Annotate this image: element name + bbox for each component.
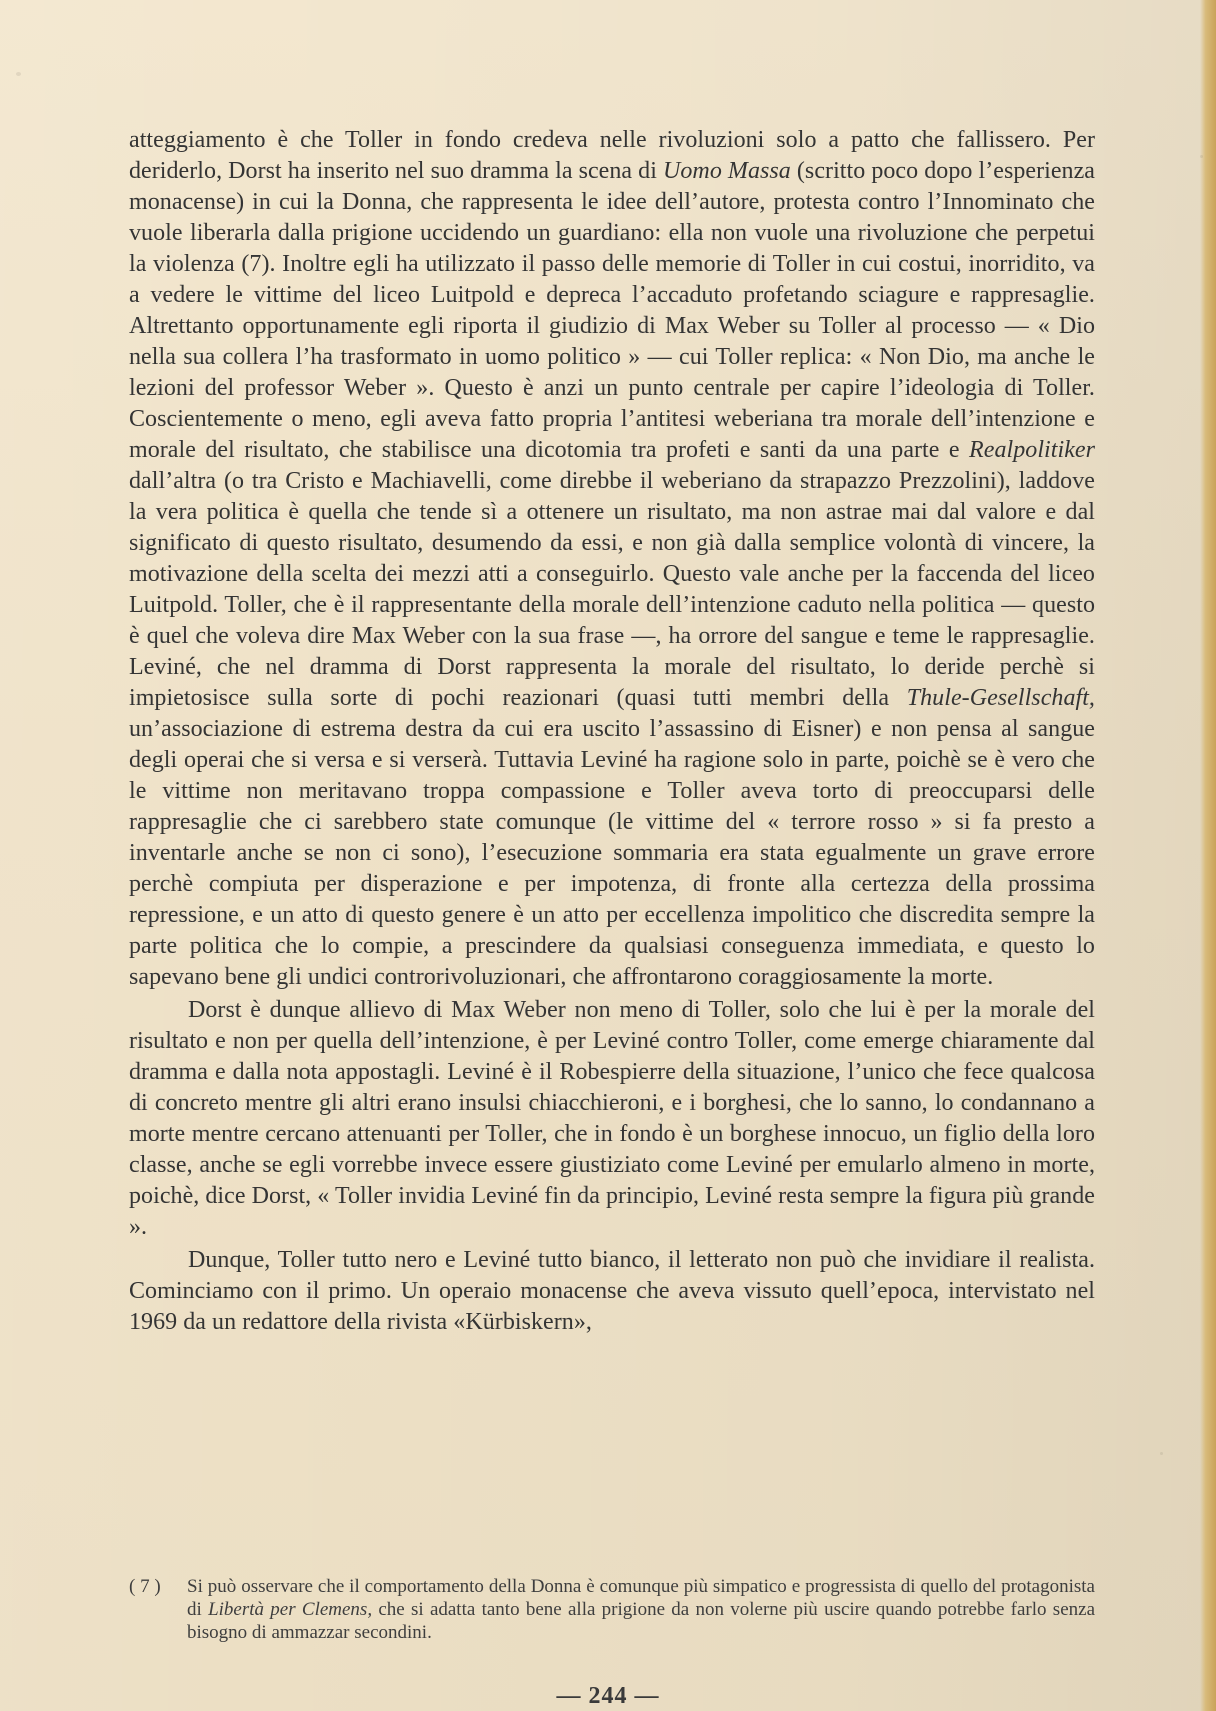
footnote-italic-title: Libertà per Clemens,: [208, 1599, 373, 1620]
footnote-text-part-1: Si può osservare che il comportamento della Donna è comunque più simpatico e progressista di quello del protagonista di: [187, 1576, 1095, 1620]
paragraph-1-part-3: dall’altra (o tra Cristo e Machiavelli, come direbbe il weberiano da strapazzo Prezzolini), laddove la vera politica è quella che tende sì a ottenere un risultato, ma non astrae mai dal valore e dal significato di questo risultato, desumendo da essi, e non già dalla semplice volontà di vincere, la motivazione della scelta dei mezzi atti a conseguirlo. Questo vale anche per la faccenda del liceo Luitpold. Toller, che è il rappresentante della morale dell’intenzione caduto nella politica — questo è quel che voleva dire Max Weber con la sua frase —, ha orrore del sangue e teme le rappresaglie. Leviné, che nel dramma di Dorst rappresenta la morale del risultato, lo deride perchè si impietosisce sulla sorte di pochi reazionari (quasi tutti membri della: [129, 468, 1095, 711]
page-edge: [1200, 0, 1216, 1711]
footnote-marker: ( 7 ): [129, 1576, 161, 1597]
footnote-text-part-2: che si adatta tanto bene alla prigione da non volerne più uscire quando potrebbe farlo senza bisogno di ammazzar secondini.: [187, 1599, 1095, 1643]
paper-speck: [1160, 1452, 1163, 1455]
footnote: [129, 1575, 1095, 1644]
italic-term-realpolitiker: Realpolitiker: [969, 437, 1095, 463]
page-number: — 244 —: [556, 1683, 660, 1709]
paper-speck: [16, 72, 21, 76]
paragraph-2: Dorst è dunque allievo di Max Weber non meno di Toller, solo che lui è per la morale del risultato e non per quella dell’intenzione, è per Leviné contro Toller, come emerge chiaramente dal dramma e dalla nota appostagli. Leviné è il Robespierre della situazione, l’unico che fece qualcosa di concreto mentre gli altri erano insulsi chiacchieroni, e i borghesi, che lo sanno, lo condannano a morte mentre cercano attenuanti per Toller, che in fondo è un borghese innocuo, un figlio della loro classe, anche se egli vorrebbe invece essere giustiziato come Leviné per emularlo almeno in morte, poichè, dice Dorst, « Toller invidia Leviné fin da principio, Leviné resta sempre la figura più grande ».: [129, 997, 1095, 1240]
paragraph-1-part-4: un’associazione di estrema destra da cui era uscito l’assassino di Eisner) e non pensa al sangue degli operai che si versa e si verserà. Tuttavia Leviné ha ragione solo in parte, poichè se è vero che le vittime non meritavano troppa compassione e Toller aveva torto di preoccuparsi delle rappresaglie che ci sarebbero state comunque (le vittime del « terrore rosso » si fa presto a inventarle anche se non ci sono), l’esecuzione sommaria era stata egualmente un grave errore perchè compiuta per disperazione e per impotenza, di fronte alla certezza della prossima repressione, e un atto di questo genere è un atto per eccellenza impolitico che discredita sempre la parte politica che lo compie, a prescindere da qualsiasi conseguenza immediata, e questo lo sapevano bene gli undici controrivoluzionari, che affrontarono coraggiosamente la morte.: [129, 716, 1095, 990]
paragraph-3: Dunque, Toller tutto nero e Leviné tutto bianco, il letterato non può che invidiare il realista. Cominciamo con il primo. Un operaio monacense che aveva vissuto quell’epoca, intervistato nel 1969 da un redattore della rivista «Kürbiskern»,: [129, 1247, 1095, 1335]
paragraph-1-part-2: (scritto poco dopo l’esperienza monacense) in cui la Donna, che rappresenta le idee dell’autore, protesta contro l’Innominato che vuole liberarla dalla prigione uccidendo un guardiano: ella non vuole una rivoluzione che perpetui la violenza (7). Inoltre egli ha utilizzato il passo delle memorie di Toller in cui costui, inorridito, va a vedere le vittime del liceo Luitpold e depreca l’accaduto profetando sciagure e rappresaglie. Altrettanto opportunamente egli riporta il giudizio di Max Weber su Toller al processo — « Dio nella sua collera l’ha trasformato in uomo politico » — cui Toller replica: « Non Dio, ma anche le lezioni del professor Weber ». Questo è anzi un punto centrale per capire l’ideologia di Toller. Coscientemente o meno, egli aveva fatto propria l’antitesi weberiana tra morale dell’intenzione e morale del risultato, che stabilisce una dicotomia tra profeti e santi da una parte e: [129, 158, 1096, 463]
italic-title-uomo-massa: Uomo Massa: [663, 158, 791, 184]
paragraph-1-part-1: atteggiamento è che Toller in fondo credeva nelle rivoluzioni solo a patto che fallissero. Per deriderlo, Dorst ha inserito nel suo dramma la scena di: [129, 127, 1095, 184]
footnote-row: [129, 1575, 1095, 1644]
footnote-text: [187, 1575, 1095, 1644]
italic-term-thule-gesellschaft: Thule-Gesellschaft,: [906, 685, 1095, 711]
paper-speck: [1200, 155, 1203, 158]
paragraph-1: [129, 125, 1095, 993]
body-text: [129, 125, 1095, 1338]
